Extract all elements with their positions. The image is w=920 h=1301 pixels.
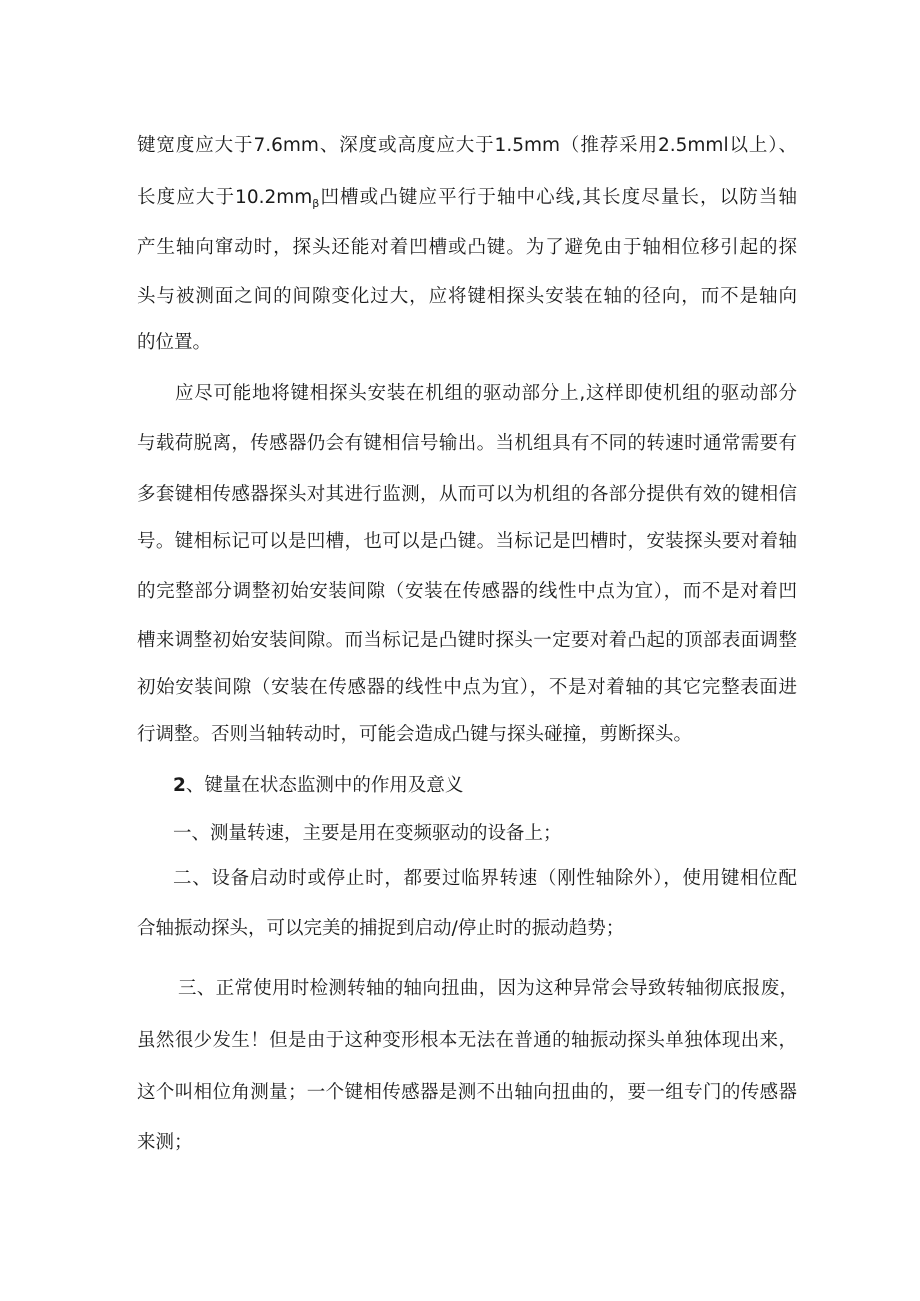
list-item-2-line-2: 合轴振动探头，可以完美的捕捉到启动/停止时的振动趋势； [137,918,625,939]
paragraph-2-line-5: 的完整部分调整初始安装间隙（安装在传感器的线性中点为宜），而不是对着凹 [137,581,797,602]
list-item-2-line-1: 二、设备启动时或停止时，都要过临界转速（刚性轴除外），使用键相位配 [173,868,797,889]
section-heading-text: 、键量在状态监测中的作用及意义 [185,775,464,796]
paragraph-1-line-2-part-a: 长度应大于10.2mm [137,187,313,208]
paragraph-1-line-3: 产生轴向窜动时，探头还能对着凹槽或凸键。为了避免由于轴相位移引起的探 [137,237,797,258]
list-item-3-line-3: 这个叫相位角测量；一个键相传感器是测不出轴向扭曲的，要一组专门的传感器 [137,1082,797,1103]
paragraph-2-line-7: 初始安装间隙（安装在传感器的线性中点为宜），不是对着轴的其它完整表面进 [137,677,797,698]
paragraph-1-line-1: 键宽度应大于7.6mm、深度或高度应大于1.5mm（推荐采用2.5mml以上）、 [137,135,797,156]
list-item-1: 一、测量转速，主要是用在变频驱动的设备上； [173,823,562,844]
section-heading [173,773,833,799]
paragraph-1-line-2 [137,185,797,217]
paragraph-2-line-1: 应尽可能地将键相探头安装在机组的驱动部分上,这样即使机组的驱动部分 [175,383,797,404]
paragraph-2-line-3: 多套键相传感器探头对其进行监测，从而可以为机组的各部分提供有效的键相信 [137,484,797,505]
paragraph-2-line-2: 与载荷脱离，传感器仍会有键相信号输出。当机组具有不同的转速时通常需要有 [137,433,797,454]
paragraph-1-line-5: 的位置。 [137,332,212,353]
list-item-3-line-2: 虽然很少发生！但是由于这种变形根本无法在普通的轴振动探头单独体现出来， [137,1030,797,1051]
paragraph-1-line-2-subscript: β [312,197,320,210]
paragraph-1-line-2-part-b: 凹槽或凸键应平行于轴中心线,其长度尽量长，以防当轴 [319,187,797,208]
section-heading-number: 2 [173,775,186,796]
paragraph-1-line-4: 头与被测面之间的间隙变化过大，应将键相探头安装在轴的径向，而不是轴向 [137,286,797,307]
paragraph-2-line-8: 行调整。否则当轴转动时，可能会造成凸键与探头碰撞，剪断探头。 [137,724,693,745]
list-item-3-line-4: 来测； [137,1132,193,1153]
paragraph-2-line-4: 号。键相标记可以是凹槽，也可以是凸键。当标记是凹槽时，安装探头要对着轴 [137,531,797,552]
paragraph-2-line-6: 槽来调整初始安装间隙。而当标记是凸键时探头一定要对着凸起的顶部表面调整 [137,630,797,651]
list-item-3-line-1: 三、正常使用时检测转轴的轴向扭曲，因为这种异常会导致转轴彻底报废， [178,978,798,999]
